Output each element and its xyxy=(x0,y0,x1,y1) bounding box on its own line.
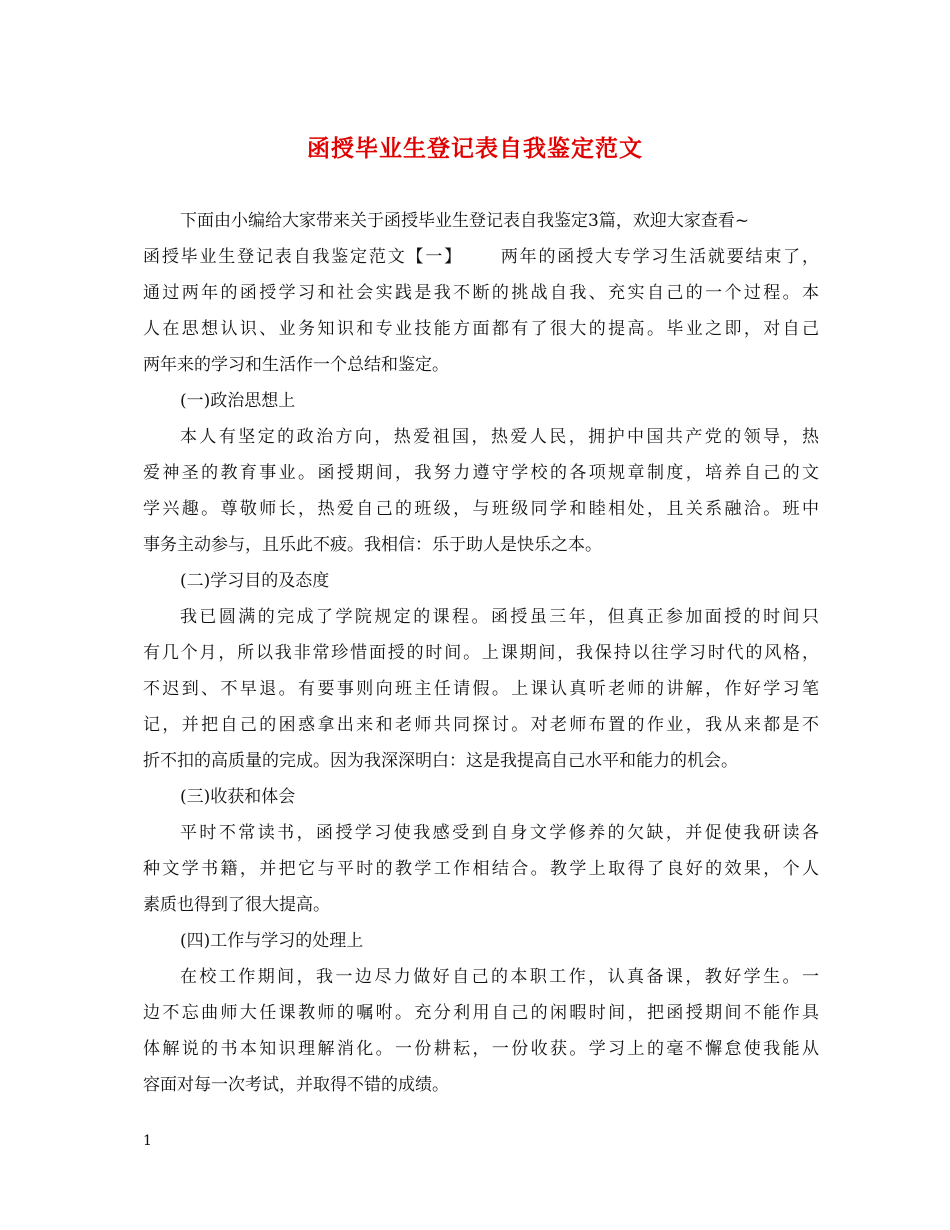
paragraph-line: 体解说的书本知识理解消化。一份耕耘，一份收获。学习上的毫不懈怠使我能从 xyxy=(143,1039,819,1059)
paragraph-line: 两年的函授大专学习生活就要结束了， xyxy=(499,247,819,267)
paragraph-line: 爱神圣的教育事业。函授期间，我努力遵守学校的各项规章制度，培养自己的文 xyxy=(143,463,819,483)
paragraph-line: 事务主动参与，且乐此不疲。我相信：乐于助人是快乐之本。 xyxy=(143,535,602,555)
paragraph-line: 不迟到、不早退。有要事则向班主任请假。上课认真听老师的讲解，作好学习笔 xyxy=(143,679,819,699)
section-one-heading: 函授毕业生登记表自我鉴定范文【一】 xyxy=(143,247,463,267)
paragraph-line: 有几个月，所以我非常珍惜面授的时间。上课期间，我保持以往学习时代的风格， xyxy=(143,643,819,663)
paragraph-line: 人在思想认识、业务知识和专业技能方面都有了很大的提高。毕业之即，对自己 xyxy=(143,319,819,339)
paragraph-line: 本人有坚定的政治方向，热爱祖国，热爱人民，拥护中国共产党的领导，热 xyxy=(180,427,819,447)
paragraph-line: 种文学书籍，并把它与平时的教学工作相结合。教学上取得了良好的效果，个人 xyxy=(143,859,819,879)
paragraph-line: 学兴趣。尊敬师长，热爱自己的班级，与班级同学和睦相处，且关系融洽。班中 xyxy=(143,499,819,519)
paragraph-line: 容面对每一次考试，并取得不错的成绩。 xyxy=(143,1075,449,1095)
paragraph-line: 平时不常读书，函授学习使我感受到自身文学修养的欠缺，并促使我研读各 xyxy=(180,823,819,843)
paragraph-line: 在校工作期间，我一边尽力做好自己的本职工作，认真备课，教好学生。一 xyxy=(180,967,819,987)
document-title: 函授毕业生登记表自我鉴定范文 xyxy=(307,135,643,162)
paragraph-line: 素质也得到了很大提高。 xyxy=(143,895,330,915)
section-heading: (一)政治思想上 xyxy=(180,391,296,411)
section-heading: (二)学习目的及态度 xyxy=(180,571,330,591)
section-heading: (三)收获和体会 xyxy=(180,787,296,807)
paragraph-line: 我已圆满的完成了学院规定的课程。函授虽三年，但真正参加面授的时间只 xyxy=(180,607,819,627)
intro-line: 下面由小编给大家带来关于函授毕业生登记表自我鉴定3篇，欢迎大家查看~ xyxy=(180,211,750,231)
section-heading: (四)工作与学习的处理上 xyxy=(180,931,364,951)
paragraph-line: 通过两年的函授学习和社会实践是我不断的挑战自我、充实自己的一个过程。本 xyxy=(143,283,819,303)
section-one-line xyxy=(143,239,819,275)
page-number: 1 xyxy=(143,1133,152,1149)
paragraph-line: 折不扣的高质量的完成。因为我深深明白：这是我提高自己水平和能力的机会。 xyxy=(143,751,738,771)
paragraph-line: 记，并把自己的困惑拿出来和老师共同探讨。对老师布置的作业，我从来都是不 xyxy=(143,715,819,735)
paragraph-line: 两年来的学习和生活作一个总结和鉴定。 xyxy=(143,355,449,375)
document-body xyxy=(143,203,819,1103)
paragraph-line: 边不忘曲师大任课教师的嘱咐。充分利用自己的闲暇时间，把函授期间不能作具 xyxy=(143,1003,819,1023)
